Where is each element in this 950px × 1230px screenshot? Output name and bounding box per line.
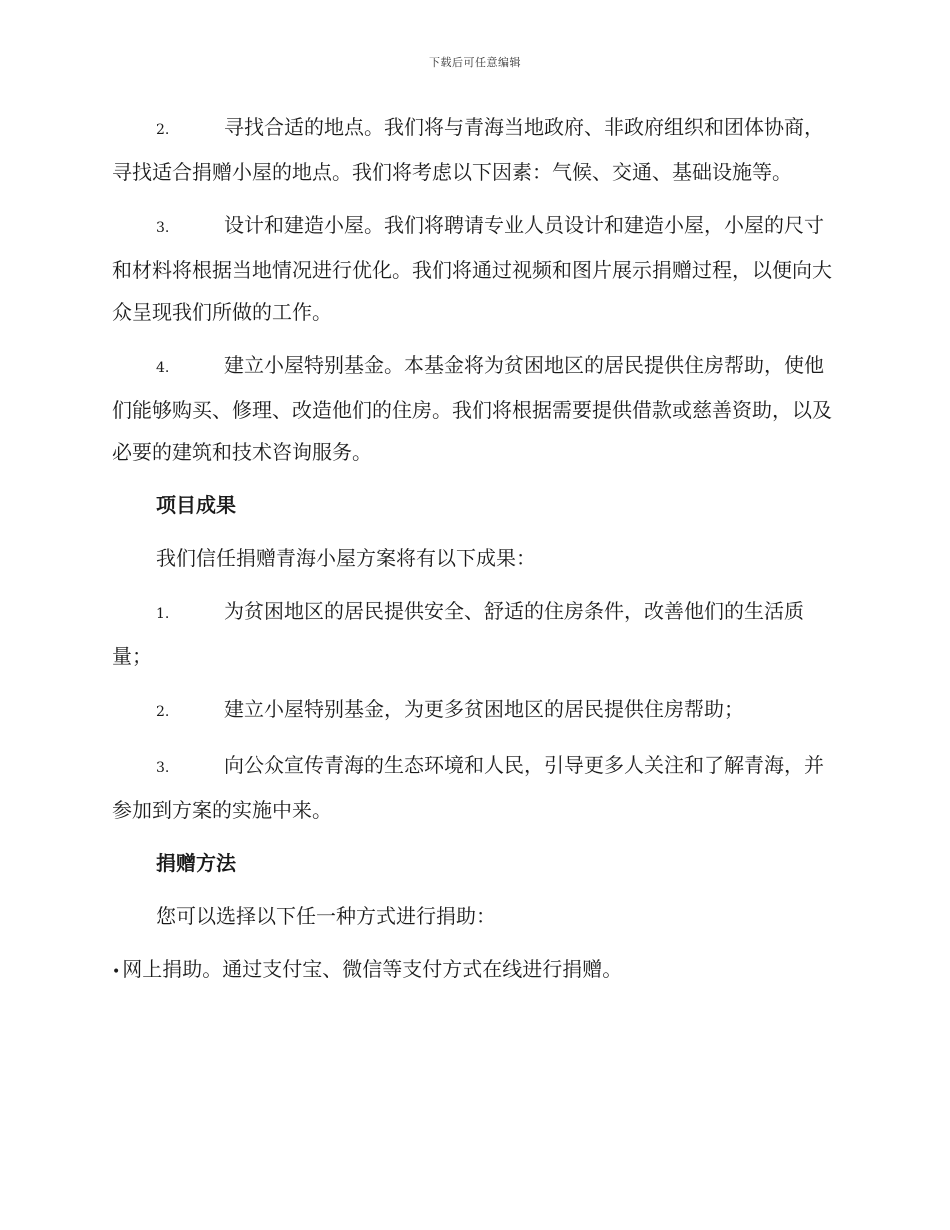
bullet-icon: • bbox=[112, 964, 121, 980]
bullet-item bbox=[112, 948, 838, 993]
donation-intro: 您可以选择以下任一种方式进行捐助： bbox=[156, 904, 496, 928]
bullet-text: 网上捐助。通过支付宝、微信等支付方式在线进行捐赠。 bbox=[122, 957, 623, 981]
list-number: 2. bbox=[156, 704, 170, 720]
list-number: 4. bbox=[156, 360, 170, 376]
list-item bbox=[112, 590, 838, 677]
section-heading-donation: 捐赠方法 bbox=[156, 851, 236, 875]
list-text: 建立小屋特别基金。本基金将为贫困地区的居民提供住房帮助，使他们能够购买、修理、改造他们的住房。我们将根据需要提供借款或慈善资助，以及必要的建筑和技术咨询服务。 bbox=[112, 353, 832, 464]
list-text: 设计和建造小屋。我们将聘请专业人员设计和建造小屋，小屋的尺寸和材料将根据当地情况进行优化。我们将通过视频和图片展示捐赠过程，以便向大众呈现我们所做的工作。 bbox=[112, 213, 832, 324]
list-item bbox=[112, 344, 838, 473]
list-text: 向公众宣传青海的生态环境和人民，引导更多人关注和了解青海，并参加到方案的实施中来。 bbox=[112, 753, 824, 822]
list-text: 为贫困地区的居民提供安全、舒适的住房条件，改善他们的生活质量； bbox=[112, 599, 804, 668]
list-item bbox=[112, 688, 838, 733]
outcomes-intro: 我们信任捐赠青海小屋方案将有以下成果： bbox=[156, 546, 536, 570]
section-heading-outcomes: 项目成果 bbox=[156, 493, 236, 517]
list-item bbox=[112, 106, 838, 193]
document-body bbox=[112, 106, 838, 993]
list-item bbox=[112, 204, 838, 333]
list-item bbox=[112, 744, 838, 831]
list-number: 3. bbox=[156, 220, 170, 236]
page-header: 下载后可任意编辑 bbox=[429, 56, 521, 69]
list-text: 建立小屋特别基金，为更多贫困地区的居民提供住房帮助； bbox=[224, 697, 744, 721]
list-number: 2. bbox=[156, 122, 170, 138]
list-number: 1. bbox=[156, 606, 170, 622]
list-number: 3. bbox=[156, 760, 170, 776]
list-text: 寻找合适的地点。我们将与青海当地政府、非政府组织和团体协商，寻找适合捐赠小屋的地点。我们将考虑以下因素：气候、交通、基础设施等。 bbox=[112, 115, 824, 184]
